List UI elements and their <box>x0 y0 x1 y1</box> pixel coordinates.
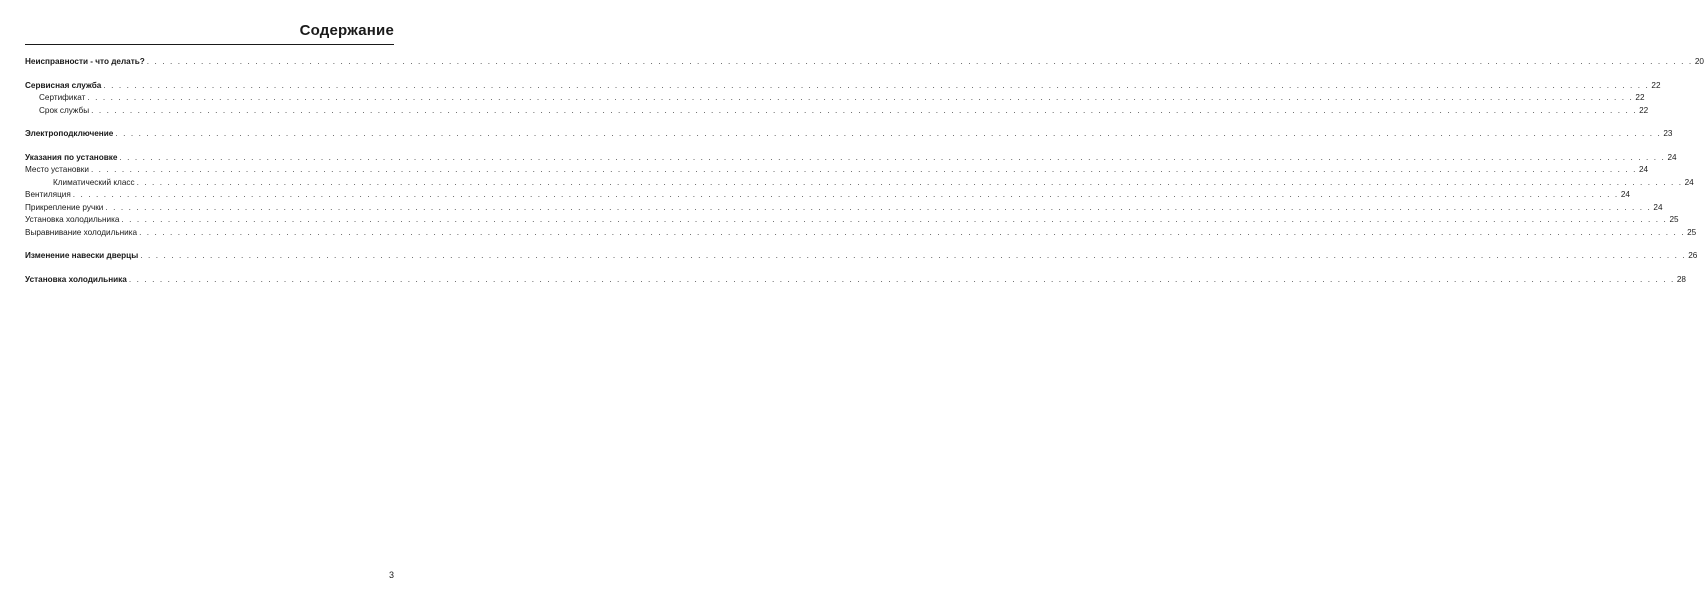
toc-dot-leader: . . . . . . . . . . . . . . . . . . . . . . . . . . . . . . . . . . . . . . . . . . . . . . . . . . . . . . . . . . . . . . . . . . . . . . . . . . . . . . . . . . . . . . . . . . . . . . . . . . . . . . . . . . . . . . . . . . . . . . . . . . . . . . . . . . . . . . . . . . . . . . . . . . . . . . . . . . . . . . . . . . . . . . . . . . . . . . . . . . . . . . . . . . . . . . . . . . . . . . . . <box>103 80 1650 90</box>
toc-dot-leader: . . . . . . . . . . . . . . . . . . . . . . . . . . . . . . . . . . . . . . . . . . . . . . . . . . . . . . . . . . . . . . . . . . . . . . . . . . . . . . . . . . . . . . . . . . . . . . . . . . . . . . . . . . . . . . . . . . . . . . . . . . . . . . . . . . . . . . . . . . . . . . . . . . . . . . . . . . . . . . . . . . . . . . . . . . . . . . . . . . . . . . . . . . . . . . . . . . . . . . . . <box>72 190 1619 199</box>
toc-page-number: 24 <box>1667 152 1677 162</box>
toc-entry-label: Установка холодильника <box>25 274 127 284</box>
toc-entry-label: Установка холодильника <box>25 215 120 224</box>
toc-section-entry[interactable] <box>25 152 1677 165</box>
toc-entry-label: Климатический класс <box>53 177 135 187</box>
toc-page-number: 24 <box>1620 190 1630 199</box>
toc-entry-label: Неисправности - что делать? <box>25 57 145 66</box>
toc-dot-leader: . . . . . . . . . . . . . . . . . . . . . . . . . . . . . . . . . . . . . . . . . . . . . . . . . . . . . . . . . . . . . . . . . . . . . . . . . . . . . . . . . . . . . . . . . . . . . . . . . . . . . . . . . . . . . . . . . . . . . . . . . . . . . . . . . . . . . . . . . . . . . . . . . . . . . . . . . . . . . . . . . . . . . . . . . . . . . . . . . . . . . . . . . . . . . . . . . . . . . . . . <box>140 251 1687 260</box>
toc-page-number: 20 <box>1694 57 1704 66</box>
toc-section-entry[interactable] <box>25 128 1673 141</box>
page-number: 3 <box>388 570 394 580</box>
toc-dot-leader: . . . . . . . . . . . . . . . . . . . . . . . . . . . . . . . . . . . . . . . . . . . . . . . . . . . . . . . . . . . . . . . . . . . . . . . . . . . . . . . . . . . . . . . . . . . . . . . . . . . . . . . . . . . . . . . . . . . . . . . . . . . . . . . . . . . . . . . . . . . . . . . . . . . . . . . . . . . . . . . . . . . . . . . . . . . . . . . . . . . . . . . . . . . . . . . . . . . . . . . . <box>91 105 1638 115</box>
toc-dot-leader: . . . . . . . . . . . . . . . . . . . . . . . . . . . . . . . . . . . . . . . . . . . . . . . . . . . . . . . . . . . . . . . . . . . . . . . . . . . . . . . . . . . . . . . . . . . . . . . . . . . . . . . . . . . . . . . . . . . . . . . . . . . . . . . . . . . . . . . . . . . . . . . . . . . . . . . . . . . . . . . . . . . . . . . . . . . . . . . . . . . . . . . . . . . . . . . . . . . . . . . . <box>115 129 1662 138</box>
toc-entry-label: Сертификат <box>39 93 86 102</box>
toc-entry-label: Прикрепление ручки <box>25 202 104 212</box>
toc-dot-leader: . . . . . . . . . . . . . . . . . . . . . . . . . . . . . . . . . . . . . . . . . . . . . . . . . . . . . . . . . . . . . . . . . . . . . . . . . . . . . . . . . . . . . . . . . . . . . . . . . . . . . . . . . . . . . . . . . . . . . . . . . . . . . . . . . . . . . . . . . . . . . . . . . . . . . . . . . . . . . . . . . . . . . . . . . . . . . . . . . . . . . . . . . . . . . . . . . . . . . . . . <box>90 165 1637 174</box>
toc-subentry[interactable] <box>25 214 1679 227</box>
toc-subentry[interactable] <box>25 227 1697 240</box>
toc-page-number: 24 <box>1653 202 1663 212</box>
toc-spacer <box>25 117 394 128</box>
toc-dot-leader: . . . . . . . . . . . . . . . . . . . . . . . . . . . . . . . . . . . . . . . . . . . . . . . . . . . . . . . . . . . . . . . . . . . . . . . . . . . . . . . . . . . . . . . . . . . . . . . . . . . . . . . . . . . . . . . . . . . . . . . . . . . . . . . . . . . . . . . . . . . . . . . . . . . . . . . . . . . . . . . . . . . . . . . . . . . . . . . . . . . . . . . . . . . . . . . . . . . . . . . . <box>136 177 1683 187</box>
header-divider <box>25 44 394 45</box>
table-of-contents <box>25 56 1704 286</box>
toc-page-number: 24 <box>1684 177 1694 187</box>
toc-spacer <box>25 141 394 152</box>
toc-entry-label: Электроподключение <box>25 129 114 138</box>
toc-page-number: 22 <box>1639 105 1649 115</box>
toc-dot-leader: . . . . . . . . . . . . . . . . . . . . . . . . . . . . . . . . . . . . . . . . . . . . . . . . . . . . . . . . . . . . . . . . . . . . . . . . . . . . . . . . . . . . . . . . . . . . . . . . . . . . . . . . . . . . . . . . . . . . . . . . . . . . . . . . . . . . . . . . . . . . . . . . . . . . . . . . . . . . . . . . . . . . . . . . . . . . . . . . . . . . . . . . . . . . . . . . . . . . . . . . <box>146 57 1693 66</box>
toc-spacer <box>25 239 394 250</box>
toc-dot-leader: . . . . . . . . . . . . . . . . . . . . . . . . . . . . . . . . . . . . . . . . . . . . . . . . . . . . . . . . . . . . . . . . . . . . . . . . . . . . . . . . . . . . . . . . . . . . . . . . . . . . . . . . . . . . . . . . . . . . . . . . . . . . . . . . . . . . . . . . . . . . . . . . . . . . . . . . . . . . . . . . . . . . . . . . . . . . . . . . . . . . . . . . . . . . . . . . . . . . . . . . <box>87 93 1634 102</box>
toc-dot-leader: . . . . . . . . . . . . . . . . . . . . . . . . . . . . . . . . . . . . . . . . . . . . . . . . . . . . . . . . . . . . . . . . . . . . . . . . . . . . . . . . . . . . . . . . . . . . . . . . . . . . . . . . . . . . . . . . . . . . . . . . . . . . . . . . . . . . . . . . . . . . . . . . . . . . . . . . . . . . . . . . . . . . . . . . . . . . . . . . . . . . . . . . . . . . . . . . . . . . . . . . <box>119 152 1666 162</box>
toc-section-entry[interactable] <box>25 56 1704 69</box>
toc-subentry[interactable] <box>25 92 1645 105</box>
toc-dot-leader: . . . . . . . . . . . . . . . . . . . . . . . . . . . . . . . . . . . . . . . . . . . . . . . . . . . . . . . . . . . . . . . . . . . . . . . . . . . . . . . . . . . . . . . . . . . . . . . . . . . . . . . . . . . . . . . . . . . . . . . . . . . . . . . . . . . . . . . . . . . . . . . . . . . . . . . . . . . . . . . . . . . . . . . . . . . . . . . . . . . . . . . . . . . . . . . . . . . . . . . . <box>139 227 1686 237</box>
toc-subentry[interactable] <box>25 177 1694 190</box>
toc-dot-leader: . . . . . . . . . . . . . . . . . . . . . . . . . . . . . . . . . . . . . . . . . . . . . . . . . . . . . . . . . . . . . . . . . . . . . . . . . . . . . . . . . . . . . . . . . . . . . . . . . . . . . . . . . . . . . . . . . . . . . . . . . . . . . . . . . . . . . . . . . . . . . . . . . . . . . . . . . . . . . . . . . . . . . . . . . . . . . . . . . . . . . . . . . . . . . . . . . . . . . . . . <box>121 215 1668 224</box>
toc-entry-label: Срок службы <box>39 105 90 115</box>
toc-section-entry[interactable] <box>25 250 1698 263</box>
toc-entry-label: Изменение навески дверцы <box>25 251 139 260</box>
toc-page-number: 28 <box>1676 274 1686 284</box>
toc-page-number: 22 <box>1651 80 1661 90</box>
toc-entry-label: Выравнивание холодильника <box>25 227 138 237</box>
toc-page-number: 25 <box>1669 215 1679 224</box>
toc-subentry[interactable] <box>25 164 1649 177</box>
toc-entry-label: Сервисная служба <box>25 80 102 90</box>
toc-page-number: 26 <box>1688 251 1698 260</box>
toc-dot-leader: . . . . . . . . . . . . . . . . . . . . . . . . . . . . . . . . . . . . . . . . . . . . . . . . . . . . . . . . . . . . . . . . . . . . . . . . . . . . . . . . . . . . . . . . . . . . . . . . . . . . . . . . . . . . . . . . . . . . . . . . . . . . . . . . . . . . . . . . . . . . . . . . . . . . . . . . . . . . . . . . . . . . . . . . . . . . . . . . . . . . . . . . . . . . . . . . . . . . . . . . <box>105 202 1652 212</box>
toc-page-number: 22 <box>1635 93 1645 102</box>
toc-spacer <box>25 69 394 80</box>
toc-page-number: 24 <box>1638 165 1649 174</box>
toc-subentry[interactable] <box>25 105 1649 118</box>
toc-subentry[interactable] <box>25 189 1630 202</box>
toc-section-entry[interactable] <box>25 80 1661 93</box>
toc-section-entry[interactable] <box>25 274 1686 287</box>
toc-entry-label: Место установки <box>25 165 89 174</box>
toc-dot-leader: . . . . . . . . . . . . . . . . . . . . . . . . . . . . . . . . . . . . . . . . . . . . . . . . . . . . . . . . . . . . . . . . . . . . . . . . . . . . . . . . . . . . . . . . . . . . . . . . . . . . . . . . . . . . . . . . . . . . . . . . . . . . . . . . . . . . . . . . . . . . . . . . . . . . . . . . . . . . . . . . . . . . . . . . . . . . . . . . . . . . . . . . . . . . . . . . . . . . . . . . <box>128 274 1675 284</box>
toc-entry-label: Вентиляция <box>25 190 71 199</box>
toc-entry-label: Указания по установке <box>25 152 118 162</box>
page-title: Содержание <box>299 22 394 39</box>
toc-page-number: 23 <box>1663 129 1673 138</box>
toc-spacer <box>25 263 394 274</box>
toc-page-number: 25 <box>1687 227 1697 237</box>
toc-subentry[interactable] <box>25 202 1663 215</box>
